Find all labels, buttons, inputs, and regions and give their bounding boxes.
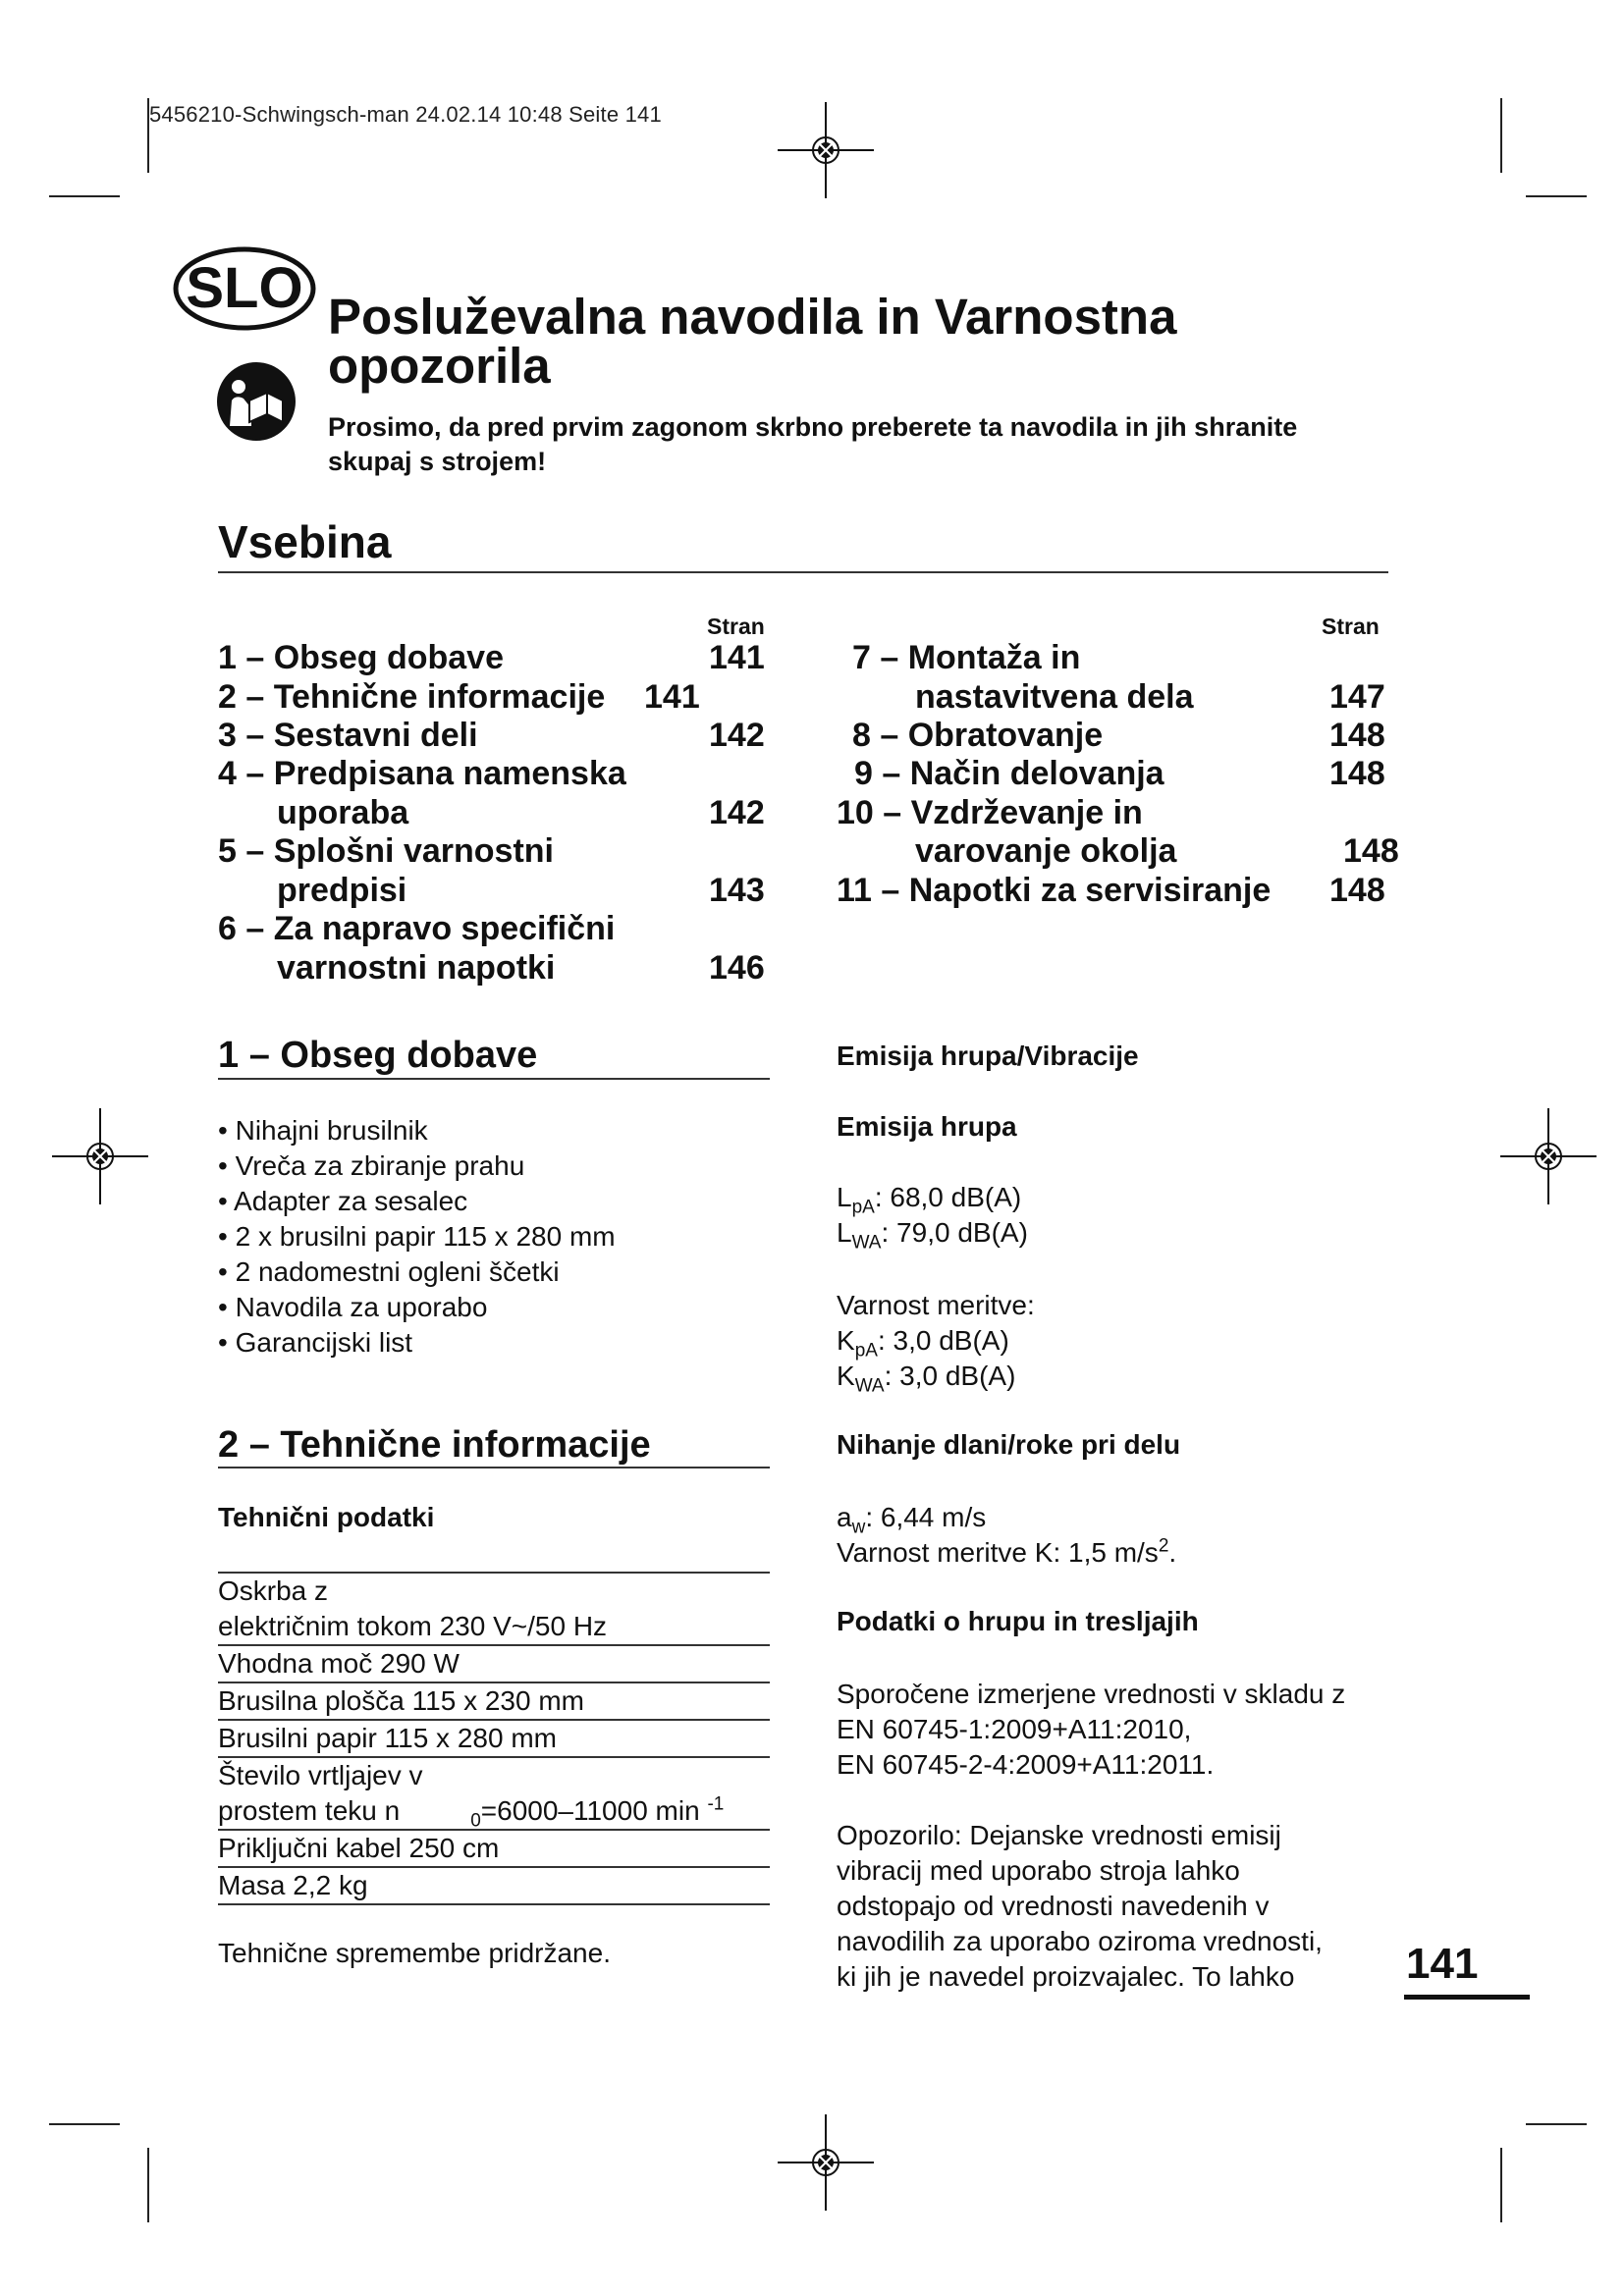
toc-entry-continuation: varovanje okolja — [915, 832, 1177, 870]
registration-mark-left — [52, 1108, 148, 1204]
toc-entry-page: 146 — [709, 949, 765, 987]
intro-notice: Prosimo, da pred prvim zagonom skrbno preberete ta navodila in jih shranite skupaj s strojem! — [328, 412, 1298, 476]
toc-entry-page: 148 — [1329, 717, 1385, 754]
toc-entry-title: 5 – Splošni varnostni — [218, 832, 554, 870]
technical-data-table — [218, 1572, 770, 1905]
list-item: • Vreča za zbiranje prahu — [218, 1148, 616, 1184]
list-item: • Nihajni brusilnik — [218, 1113, 616, 1148]
toc-entry-title: 11 – Napotki za servisiranje — [837, 872, 1272, 909]
table-cell: Vhodna moč 290 W — [218, 1645, 770, 1682]
toc-entry[interactable] — [837, 793, 1143, 832]
scope-of-delivery-list — [218, 1113, 616, 1361]
toc-entry-page: 142 — [709, 717, 765, 754]
table-cell: Število vrtljajev v prostem teku n $_0$=6000–11000 min $^{-1}$ — [218, 1757, 770, 1830]
toc-entry-page: 143 — [709, 872, 765, 909]
toc-heading: Vsebina — [218, 516, 392, 567]
table-cell: Priključni kabel 250 cm — [218, 1830, 770, 1867]
crop-mark-bottom-right-horizontal — [1526, 2123, 1587, 2125]
list-item: • Navodila za uporabo — [218, 1290, 616, 1325]
table-row — [218, 1682, 770, 1720]
toc-entry-page: 141 — [644, 678, 700, 716]
table-cell: Masa 2,2 kg — [218, 1867, 770, 1904]
read-manual-icon — [216, 361, 297, 442]
toc-entry-page: 142 — [709, 794, 765, 831]
page-number: 141 — [1406, 1940, 1479, 1988]
uncertainty-label: Varnost meritve: — [837, 1290, 1035, 1320]
table-row — [218, 1645, 770, 1682]
toc-entry[interactable] — [218, 716, 478, 755]
kpa-value: $K_{pA}$: 3,0 dB(A) — [837, 1325, 1009, 1362]
crop-mark-bottom-left-horizontal — [49, 2123, 120, 2125]
toc-entry[interactable] — [854, 754, 1164, 793]
table-cell: Oskrba z električnim tokom 230 V~/50 Hz — [218, 1573, 770, 1645]
noise-heading: Emisija hrupa — [837, 1111, 1017, 1142]
toc-entry-title: 2 – Tehnične informacije — [218, 678, 606, 716]
toc-entry-title: 8 – Obratovanje — [852, 717, 1104, 754]
page-number-rule — [1404, 1995, 1530, 2000]
toc-entry-page: 147 — [1329, 678, 1385, 716]
list-item: • 2 nadomestni ogleni ščetki — [218, 1255, 616, 1290]
table-row — [218, 1720, 770, 1757]
toc-entry-continuation: nastavitvena dela — [915, 678, 1194, 716]
registration-mark-bottom — [778, 2114, 874, 2211]
toc-entry-page: 141 — [709, 639, 765, 676]
toc-entry-page: 148 — [1329, 755, 1385, 792]
emission-heading: Emisija hrupa/Vibracije — [837, 1041, 1139, 1071]
toc-entry-title: 4 – Predpisana namenska — [218, 755, 626, 792]
toc-entry-title: 10 – Vzdrževanje in — [837, 794, 1143, 831]
section-1-heading: 1 – Obseg dobave — [218, 1035, 538, 1076]
crop-mark-bottom-left-vertical — [147, 2148, 149, 2222]
table-row — [218, 1830, 770, 1867]
toc-entry-continuation: predpisi — [277, 872, 407, 909]
toc-entry-title: 9 – Način delovanja — [854, 755, 1164, 792]
toc-entry[interactable] — [852, 638, 1080, 677]
toc-entry[interactable] — [218, 754, 626, 793]
toc-entry[interactable] — [852, 716, 1103, 755]
crop-mark-bottom-right-vertical — [1500, 2148, 1502, 2222]
toc-entry-title: 1 – Obseg dobave — [218, 639, 504, 676]
crop-mark-top-right-horizontal — [1526, 195, 1587, 197]
list-item: • Garancijski list — [218, 1325, 616, 1361]
toc-entry[interactable] — [218, 677, 605, 717]
toc-page-label-right: Stran — [1322, 614, 1380, 639]
table-row — [218, 1757, 770, 1830]
print-slug: 5456210-Schwingsch-man 24.02.14 10:48 Seite 141 — [149, 102, 662, 127]
crop-mark-top-right-vertical — [1500, 98, 1502, 173]
toc-page-label-left: Stran — [707, 614, 765, 639]
aw-value: $a_w$: 6,44 m/s — [837, 1502, 987, 1538]
lpa-value: $L_{pA}$: 68,0 dB(A) — [837, 1182, 1022, 1218]
toc-entry-continuation: varnostni napotki — [277, 949, 556, 987]
kwa-value: $K_{WA}$: 3,0 dB(A) — [837, 1361, 1016, 1397]
toc-entry[interactable] — [218, 638, 504, 677]
technical-data-heading: Tehnični podatki — [218, 1502, 435, 1532]
registration-mark-right — [1500, 1108, 1597, 1204]
page-title: Posluževalna navodila in Varnostna opozorila — [328, 289, 1177, 394]
table-row — [218, 1867, 770, 1904]
vibration-heading: Nihanje dlani/roke pri delu — [837, 1429, 1181, 1460]
declared-values-paragraph: Sporočene izmerjene vrednosti v skladu z EN 60745-1:2009+A11:2010, EN 60745-2-4:2009+A11:2011. — [837, 1679, 1346, 1780]
toc-entry-page: 148 — [1343, 832, 1399, 870]
list-item: • 2 x brusilni papir 115 x 280 mm — [218, 1219, 616, 1255]
registration-mark-top — [778, 102, 874, 198]
technical-changes-note: Tehnične spremembe pridržane. — [218, 1938, 611, 1968]
toc-entry-title: 6 – Za napravo specifični — [218, 910, 616, 947]
svg-text:SLO: SLO — [186, 256, 303, 320]
noise-vibration-data-heading: Podatki o hrupu in tresljajih — [837, 1606, 1199, 1636]
table-cell: Brusilni papir 115 x 280 mm — [218, 1720, 770, 1757]
toc-entry[interactable] — [218, 831, 554, 871]
toc-entry-title: 3 – Sestavni deli — [218, 717, 478, 754]
toc-entry[interactable] — [837, 871, 1271, 910]
warning-paragraph: Opozorilo: Dejanske vrednosti emisij vibracij med uporabo stroja lahko odstopajo od vrednosti navedenih v navodilih za uporabo oziroma vrednosti, ki jih je navedel proizvajalec. To lahko — [837, 1820, 1323, 1992]
table-cell: Brusilna plošča 115 x 230 mm — [218, 1682, 770, 1720]
list-item: • Adapter za sesalec — [218, 1184, 616, 1219]
crop-mark-top-left-horizontal — [49, 195, 120, 197]
section-2-heading: 2 – Tehnične informacije — [218, 1424, 651, 1466]
lwa-value: $L_{WA}$: 79,0 dB(A) — [837, 1217, 1028, 1254]
vibration-uncertainty: Varnost meritve K: 1,5 $m/s^2$. — [837, 1535, 1177, 1568]
toc-entry-title: 7 – Montaža in — [852, 639, 1081, 676]
toc-entry[interactable] — [218, 909, 615, 948]
table-row — [218, 1573, 770, 1645]
toc-entry-page: 148 — [1329, 872, 1385, 909]
section-1-rule — [218, 1078, 770, 1080]
slo-language-badge — [173, 246, 316, 331]
section-2-rule — [218, 1467, 770, 1468]
toc-heading-rule — [218, 571, 1388, 573]
toc-entry-continuation: uporaba — [277, 794, 409, 831]
